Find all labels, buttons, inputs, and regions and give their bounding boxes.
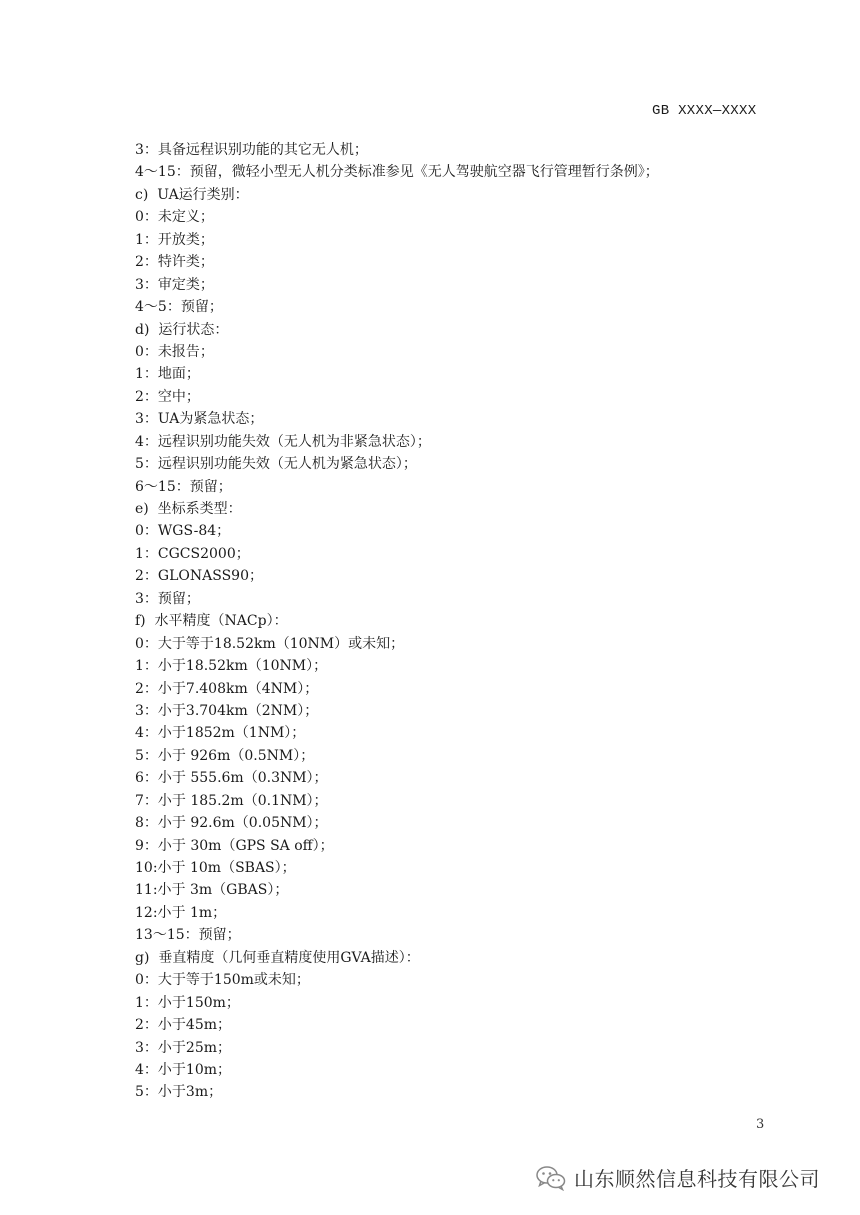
page-number: 3: [756, 1117, 765, 1132]
text-line: 2：GLONASS90；: [135, 568, 263, 585]
text-line: 3：小于25m；: [135, 1039, 231, 1056]
text-line: 7：小于 185.2m（0.1NM）；: [135, 792, 328, 809]
text-line: 0：大于等于18.52km（10NM）或未知；: [135, 635, 405, 652]
text-line: e) 坐标系类型：: [135, 501, 242, 517]
text-line: 3：UA为紧急状态；: [135, 411, 264, 428]
wechat-icon: [536, 1165, 566, 1191]
text-line: 0：未报告；: [135, 343, 214, 360]
text-line: 11:小于 3m（GBAS）；: [135, 882, 289, 899]
text-line: 5：远程识别功能失效（无人机为紧急状态）；: [135, 456, 417, 473]
text-line: c) UA运行类别：: [135, 186, 249, 203]
text-line: 2：特许类；: [135, 254, 214, 271]
text-line: 2：小于7.408km（4NM）；: [135, 680, 319, 697]
text-line: 12:小于 1m；: [135, 904, 227, 921]
text-line: 1：小于150m；: [135, 994, 240, 1011]
text-line: d) 运行状态：: [135, 321, 229, 338]
text-line: 4～15：预留，微轻小型无人机分类标准参见《无人驾驶航空器飞行管理暂行条例》；: [135, 164, 659, 181]
text-line: 4：远程识别功能失效（无人机为非紧急状态）；: [135, 433, 431, 450]
text-line: 6～15：预留；: [135, 478, 232, 495]
document-body: [135, 139, 735, 1104]
watermark-text: 山东顺然信息科技有限公司: [574, 1167, 820, 1191]
text-line: f) 水平精度（NACp）：: [135, 613, 288, 630]
text-line: 2：小于45m；: [135, 1017, 231, 1034]
text-line: 4：小于10m；: [135, 1061, 231, 1078]
text-line: 3：小于3.704km（2NM）；: [135, 702, 319, 719]
text-line: 1：开放类；: [135, 231, 214, 248]
text-line: 0：WGS-84；: [135, 523, 231, 540]
text-line: 0：未定义；: [135, 209, 214, 226]
text-line: 5：小于3m；: [135, 1084, 223, 1101]
text-line: g) 垂直精度（几何垂直精度使用GVA描述）：: [135, 949, 420, 966]
text-line: 4～5：预留；: [135, 299, 223, 316]
text-line: 5：小于 926m（0.5NM）；: [135, 747, 315, 764]
text-line: 2：空中；: [135, 388, 200, 405]
text-line: 9：小于 30m（GPS SA off）；: [135, 837, 334, 854]
text-line: 3：审定类；: [135, 276, 214, 293]
text-line: 4：小于1852m（1NM）；: [135, 725, 306, 742]
watermark: [536, 1163, 820, 1192]
text-line: 1：小于18.52km（10NM）；: [135, 658, 328, 675]
text-line: 1：地面；: [135, 366, 200, 383]
text-line: 1：CGCS2000；: [135, 545, 250, 562]
text-line: 0：大于等于150m或未知；: [135, 972, 310, 989]
text-line: 8：小于 92.6m（0.05NM）；: [135, 815, 328, 832]
text-line: 3：具备远程识别功能的其它无人机；: [135, 142, 368, 158]
standard-code: GB XXXX—XXXX: [652, 103, 757, 119]
text-line: 6：小于 555.6m（0.3NM）；: [135, 770, 328, 787]
text-line: 10:小于 10m（SBAS）；: [135, 860, 296, 876]
text-line: 13～15：预留；: [135, 927, 241, 944]
text-line: 3：预留；: [135, 590, 200, 607]
